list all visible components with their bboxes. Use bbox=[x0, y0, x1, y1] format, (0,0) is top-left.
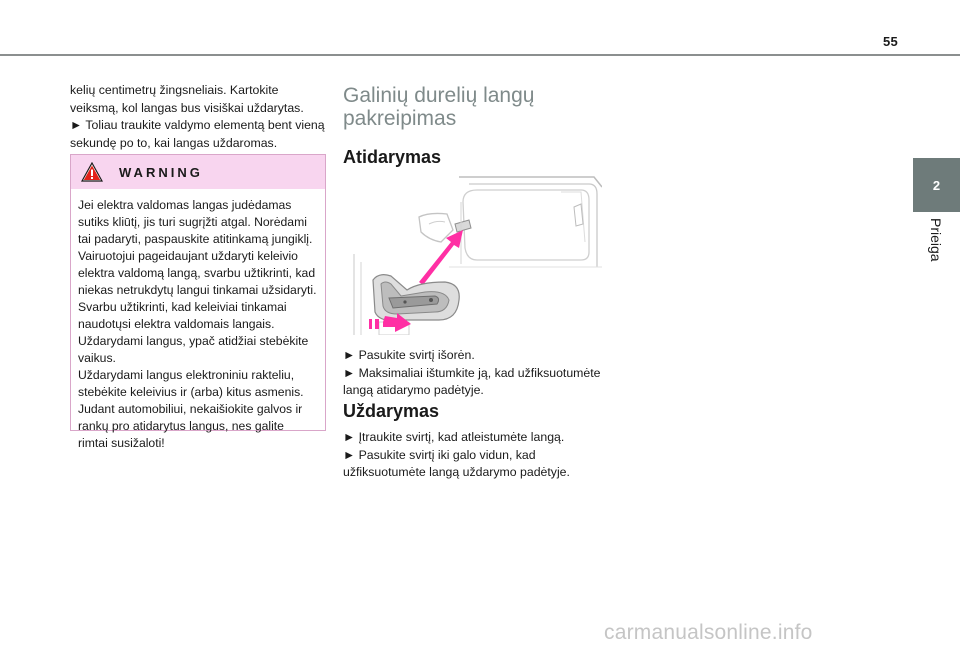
chapter-tab[interactable]: 2 bbox=[913, 158, 960, 212]
warning-paragraph: Jei elektra valdomas langas judėdamas sutiks kliūtį, jis turi sugrįžti atgal. Norėdami tai padaryti, paspauskite atitinkamą jungiklį. bbox=[78, 198, 313, 246]
warning-title: WARNING bbox=[119, 164, 203, 180]
closing-heading: Uždarymas bbox=[343, 401, 440, 421]
intro-paragraph: kelių centimetrų žingsneliais. Kartokite veiksmą, kol langas bus visiškai uždarytas. bbox=[70, 83, 304, 115]
warning-paragraph: Judant automobiliui, nekaišiokite galvos ir rankų pro atidarytus langus, nes galite rimtai susižaloti! bbox=[78, 402, 303, 450]
opening-heading: Atidarymas bbox=[343, 147, 442, 167]
intro-step: ► Toliau traukite valdymo elementą bent vieną sekundę po to, kai langas uždaromas. bbox=[70, 118, 325, 150]
opening-step: ► Maksimaliai ištumkite ją, kad užfiksuotumėte langą atidarymo padėtyje. bbox=[343, 365, 601, 397]
section-title: Galinių durelių langų pakreipimas bbox=[343, 84, 535, 130]
opening-steps bbox=[343, 347, 605, 400]
closing-step: ► Įtraukite svirtį, kad atleistumėte langą. bbox=[343, 430, 565, 444]
closing-steps bbox=[343, 429, 605, 482]
chapter-label-text: Prieiga bbox=[928, 218, 944, 262]
closing-step: ► Pasukite svirtį iki galo vidun, kad užfiksuotumėte langą uždarymo padėtyje. bbox=[343, 447, 570, 479]
rear-window-lever-illustration bbox=[349, 172, 602, 335]
page-number: 55 bbox=[882, 34, 898, 49]
opening-step: ► Pasukite svirtį išorėn. bbox=[343, 348, 475, 362]
warning-paragraph: Vairuotojui pageidaujant uždaryti keleivio elektra valdomą langą, svarbu užtikrinti, kad niekas netrukdytų langui tinkamai užsidaryti. bbox=[78, 249, 317, 297]
warning-paragraph: Uždarydami langus elektroniniu rakteliu, stebėkite keleivius ir (arba) kitus asmenis. bbox=[78, 368, 304, 399]
warning-triangle-icon bbox=[81, 162, 103, 182]
warning-header bbox=[71, 155, 325, 189]
chapter-label bbox=[922, 218, 950, 298]
warning-paragraph: Svarbu užtikrinti, kad keleiviai tinkamai naudotųsi elektra valdomais langais. bbox=[78, 300, 287, 331]
warning-body bbox=[71, 189, 325, 452]
watermark: carmanualsonline.info bbox=[604, 621, 813, 644]
warning-box bbox=[70, 154, 326, 450]
top-rule bbox=[0, 54, 960, 56]
left-column-text bbox=[70, 82, 326, 152]
warning-paragraph: Uždarydami langus, ypač atidžiai stebėkite vaikus. bbox=[78, 334, 309, 365]
